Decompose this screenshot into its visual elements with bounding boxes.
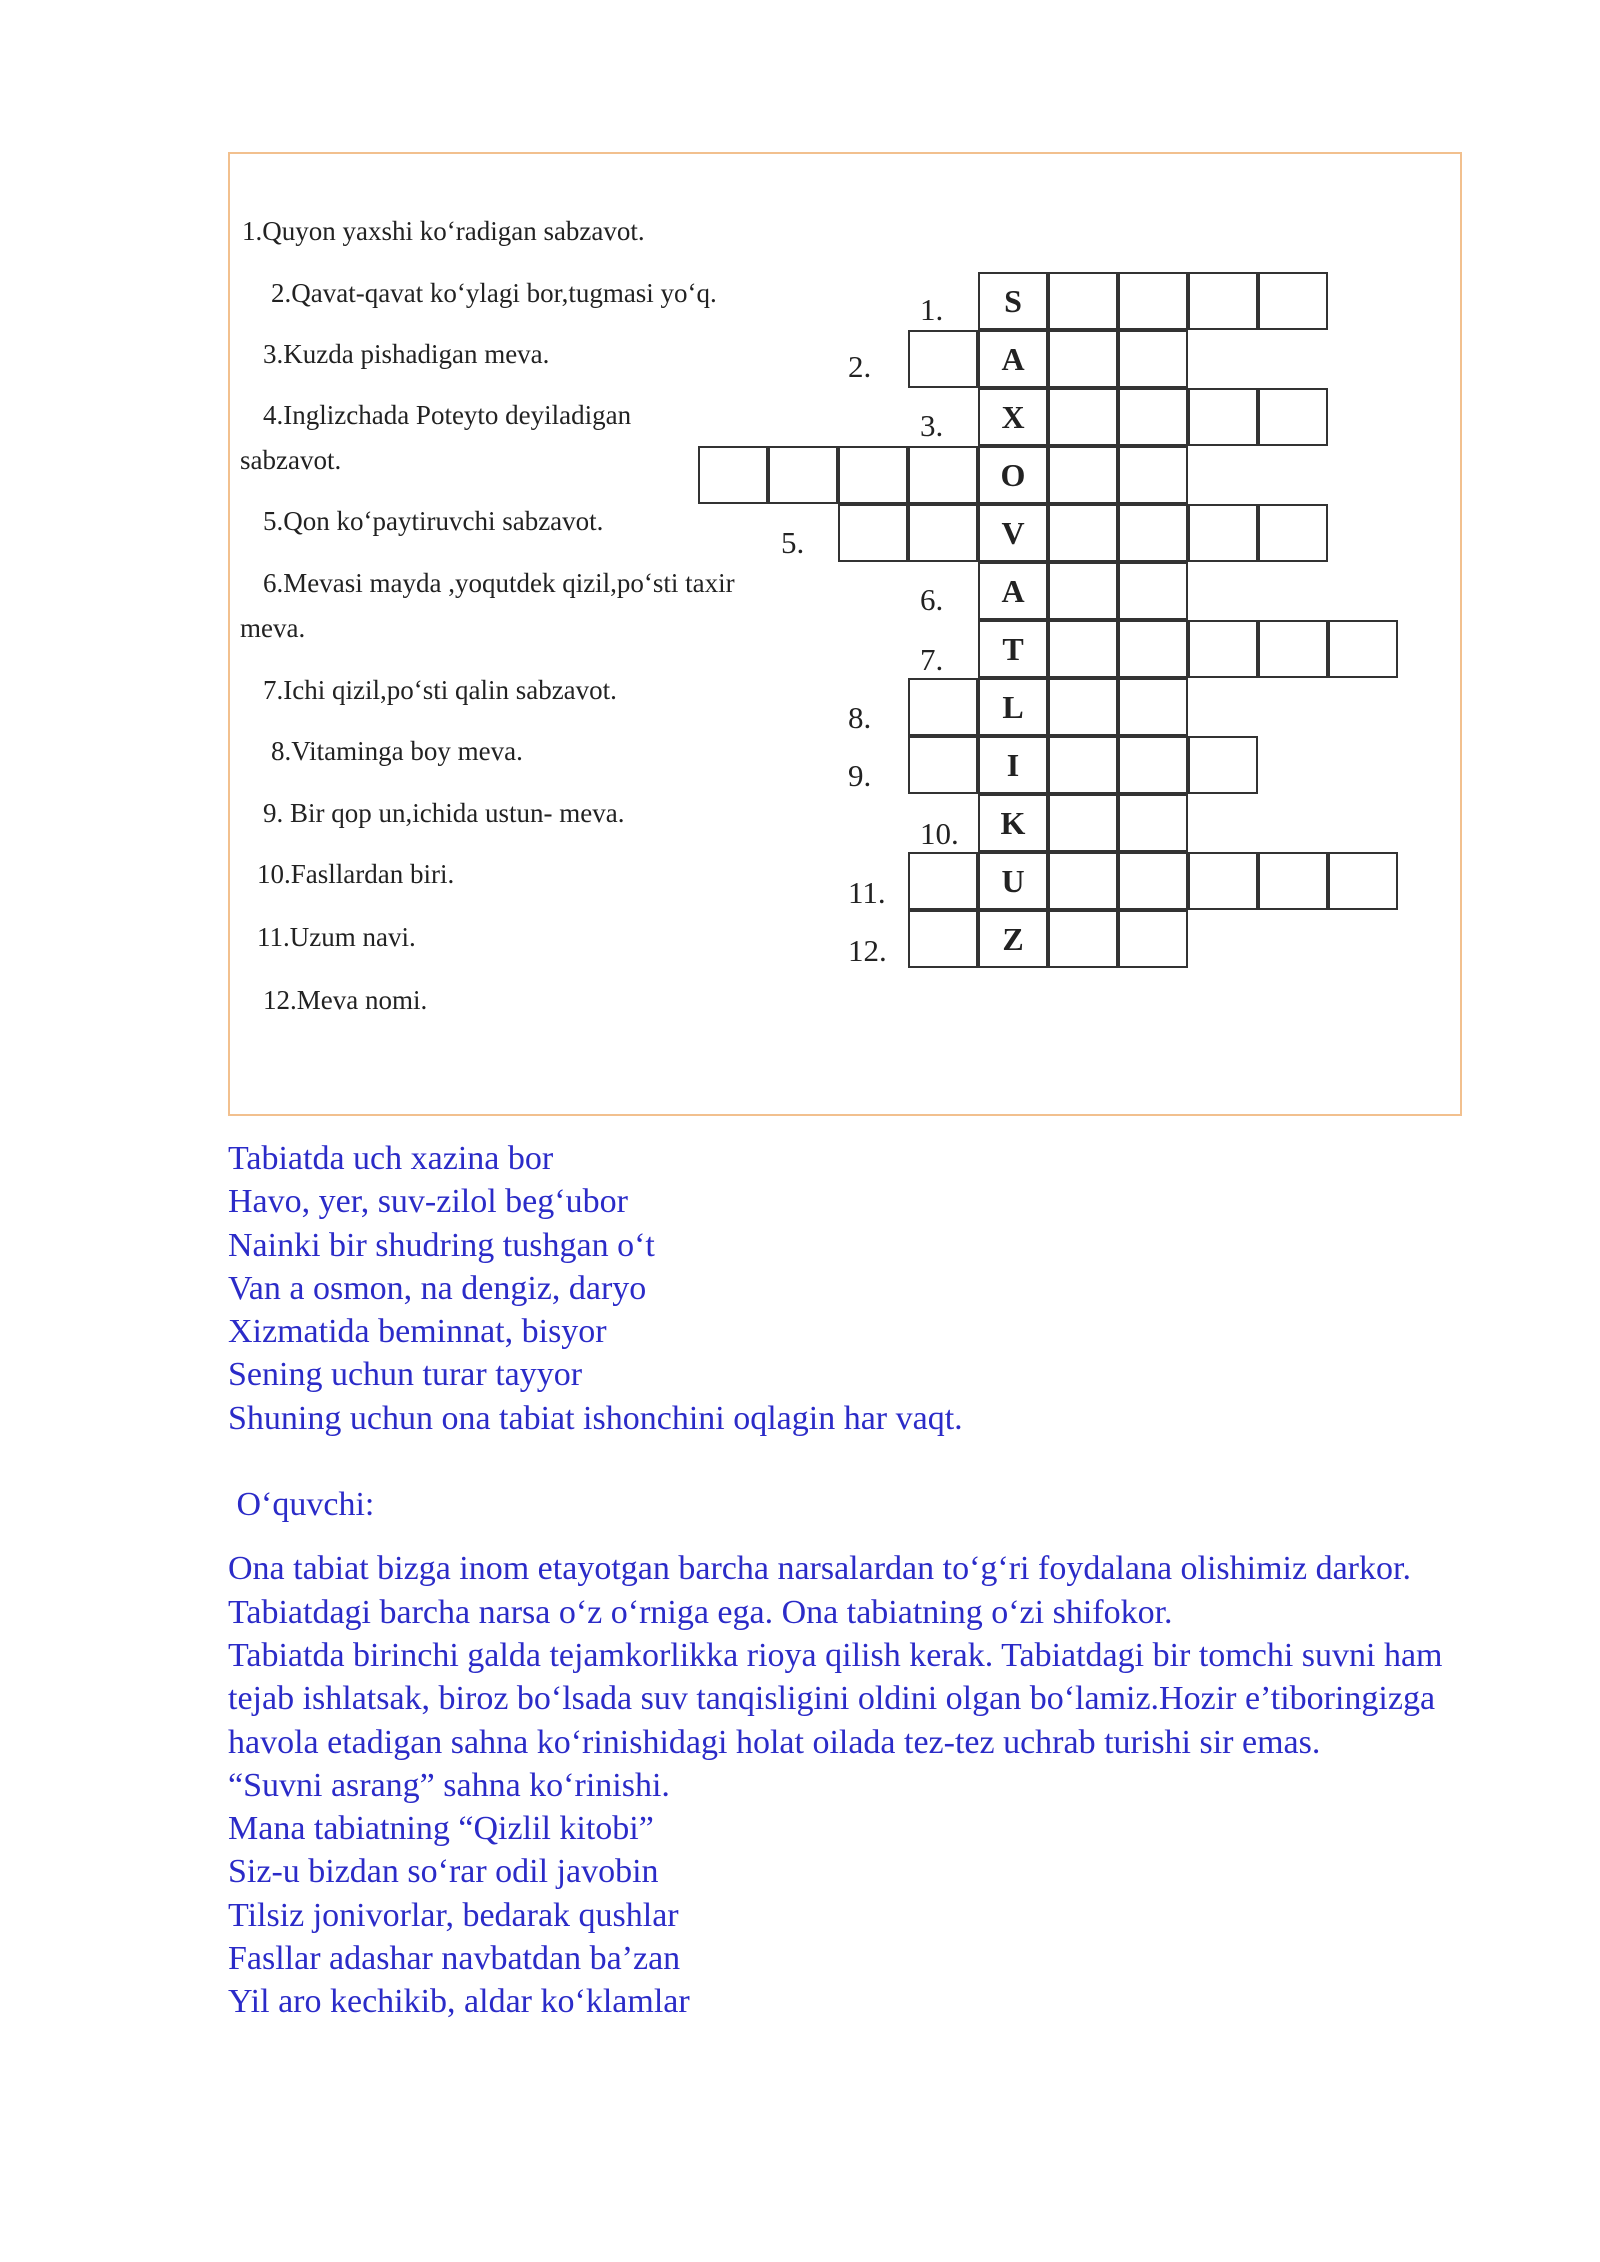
poem-line: Xizmatida beminnat, bisyor bbox=[228, 1313, 607, 1351]
prose-paragraph: “Suvni asrang” sahna koʻrinishi. bbox=[228, 1766, 670, 1804]
poem-line: Tabiatda uch xazina bor bbox=[228, 1140, 554, 1177]
row-number: 3. bbox=[920, 408, 944, 443]
crossword-cell[interactable] bbox=[1118, 794, 1188, 852]
crossword-cell[interactable] bbox=[1118, 504, 1188, 562]
speaker-label: Oʻquvchi: bbox=[228, 1486, 375, 1524]
crossword-cell[interactable] bbox=[1048, 736, 1118, 794]
crossword-cell[interactable] bbox=[1048, 620, 1118, 678]
clue-item: 7.Ichi qizil,poʻsti qalin sabzavot. bbox=[263, 675, 617, 705]
crossword-cell[interactable] bbox=[1118, 852, 1188, 910]
crossword-cell[interactable] bbox=[908, 678, 978, 736]
clue-item: 3.Kuzda pishadigan meva. bbox=[263, 339, 550, 369]
clue-item: 12.Meva nomi. bbox=[263, 985, 428, 1015]
crossword-cell[interactable] bbox=[1048, 330, 1118, 388]
crossword-cell[interactable] bbox=[1118, 736, 1188, 794]
crossword-cell[interactable] bbox=[1048, 272, 1118, 330]
keyword-cell: Z bbox=[978, 910, 1048, 968]
clue-item: 8.Vitaminga boy meva. bbox=[271, 736, 523, 766]
row-number: 6. bbox=[920, 582, 944, 617]
crossword-cell[interactable] bbox=[1188, 620, 1258, 678]
poem-line: Tilsiz jonivorlar, bedarak qushlar bbox=[228, 1896, 679, 1934]
clue-item: 4.Inglizchada Poteyto deyiladigan bbox=[263, 400, 632, 430]
crossword-cell[interactable] bbox=[1048, 562, 1118, 620]
crossword-cell[interactable] bbox=[1118, 678, 1188, 736]
crossword-cell[interactable] bbox=[908, 736, 978, 794]
crossword-cell[interactable] bbox=[1118, 272, 1188, 330]
crossword-cell[interactable] bbox=[1188, 852, 1258, 910]
crossword-cell[interactable] bbox=[1188, 504, 1258, 562]
row-number: 8. bbox=[848, 700, 872, 735]
crossword-cell[interactable] bbox=[768, 446, 838, 504]
clue-item: 9. Bir qop un,ichida ustun- meva. bbox=[263, 798, 625, 828]
crossword-cell[interactable] bbox=[908, 330, 978, 388]
crossword-cell[interactable] bbox=[1118, 446, 1188, 504]
prose-paragraph: Tabiatda birinchi galda tejamkorlikka rioya qilish kerak. Tabiatdagi bir tomchi suvni ham tejab ishlatsak, biroz boʻlsada suv tanqisligini oldini olgan boʻlamiz.Hozir e’tiboringizga havola etadigan sahna koʻrinishidagi holat oilada tez-tez uchrab turishi sir emas. bbox=[228, 1636, 1443, 1761]
crossword-cell[interactable] bbox=[1118, 562, 1188, 620]
crossword-cell[interactable] bbox=[1258, 852, 1328, 910]
poem-line: Mana tabiatning “Qizlil kitobi” bbox=[228, 1810, 654, 1848]
crossword-cell[interactable] bbox=[1188, 736, 1258, 794]
crossword-cell[interactable] bbox=[1118, 388, 1188, 446]
row-number: 9. bbox=[848, 758, 872, 793]
poem-line: Fasllar adashar navbatdan ba’zan bbox=[228, 1940, 681, 1978]
poem-line: Shuning uchun ona tabiat ishonchini oqlagin har vaqt. bbox=[228, 1399, 963, 1437]
clue-item: 10.Fasllardan biri. bbox=[257, 859, 455, 889]
row-number: 5. bbox=[781, 525, 805, 560]
crossword-cell[interactable] bbox=[1048, 852, 1118, 910]
row-number: 10. bbox=[920, 816, 959, 851]
crossword-cell[interactable] bbox=[1328, 852, 1398, 910]
crossword-cell[interactable] bbox=[908, 446, 978, 504]
crossword-cell[interactable] bbox=[1048, 504, 1118, 562]
body-text bbox=[228, 1137, 1468, 2024]
crossword-cell[interactable] bbox=[1258, 272, 1328, 330]
crossword-cell[interactable] bbox=[908, 504, 978, 562]
row-number: 1. bbox=[920, 292, 944, 327]
keyword-cell: S bbox=[978, 272, 1048, 330]
poem-line: Havo, yer, suv-zilol begʻubor bbox=[228, 1183, 628, 1221]
crossword-cell[interactable] bbox=[1118, 910, 1188, 968]
crossword-cell[interactable] bbox=[1188, 388, 1258, 446]
keyword-cell: A bbox=[978, 330, 1048, 388]
crossword-cell[interactable] bbox=[698, 446, 768, 504]
poem-line: Yil aro kechikib, aldar koʻklamlar bbox=[228, 1983, 690, 2021]
row-number: 2. bbox=[848, 349, 872, 384]
crossword-cell[interactable] bbox=[1188, 272, 1258, 330]
row-number: 12. bbox=[848, 933, 887, 968]
prose-paragraph: Tabiatdagi barcha narsa oʻz oʻrniga ega. Ona tabiatning oʻzi shifokor. bbox=[228, 1593, 1173, 1631]
keyword-cell: K bbox=[978, 794, 1048, 852]
clue-item: 5.Qon koʻpaytiruvchi sabzavot. bbox=[263, 506, 604, 536]
crossword-cell[interactable] bbox=[1048, 678, 1118, 736]
crossword-cell[interactable] bbox=[1118, 620, 1188, 678]
crossword-cell[interactable] bbox=[838, 504, 908, 562]
crossword-cell[interactable] bbox=[1048, 910, 1118, 968]
crossword-cell[interactable] bbox=[1048, 794, 1118, 852]
crossword-cell[interactable] bbox=[1048, 388, 1118, 446]
crossword-cell[interactable] bbox=[838, 446, 908, 504]
poem-line: Sening uchun turar tayyor bbox=[228, 1356, 583, 1394]
crossword-cell[interactable] bbox=[908, 910, 978, 968]
crossword-cell[interactable] bbox=[1258, 620, 1328, 678]
crossword-cell[interactable] bbox=[1048, 446, 1118, 504]
keyword-cell: O bbox=[978, 446, 1048, 504]
crossword-cell[interactable] bbox=[1118, 330, 1188, 388]
keyword-cell: L bbox=[978, 678, 1048, 736]
clue-item: 1.Quyon yaxshi koʻradigan sabzavot. bbox=[242, 216, 645, 246]
clue-item: 2.Qavat-qavat koʻylagi bor,tugmasi yoʻq. bbox=[271, 278, 717, 308]
crossword-cell[interactable] bbox=[908, 852, 978, 910]
crossword-figure bbox=[228, 152, 1462, 1116]
poem-line: Van a osmon, na dengiz, daryo bbox=[228, 1269, 647, 1307]
clue-item: 6.Mevasi mayda ,yoqutdek qizil,poʻsti taxir bbox=[263, 568, 735, 598]
keyword-cell: I bbox=[978, 736, 1048, 794]
poem-line: Nainki bir shudring tushgan oʻt bbox=[228, 1226, 655, 1264]
clue-item: 11.Uzum navi. bbox=[257, 922, 416, 952]
keyword-cell: X bbox=[978, 388, 1048, 446]
row-number: 7. bbox=[920, 642, 944, 677]
clue-item: meva. bbox=[240, 613, 306, 643]
prose-paragraph: Ona tabiat bizga inom etayotgan barcha narsalardan toʻgʻri foydalana olishimiz darkor. bbox=[228, 1550, 1411, 1588]
crossword-cell[interactable] bbox=[1328, 620, 1398, 678]
row-number: 11. bbox=[848, 875, 886, 910]
keyword-cell: A bbox=[978, 562, 1048, 620]
keyword-cell: T bbox=[978, 620, 1048, 678]
poem-line: Siz-u bizdan soʻrar odil javobin bbox=[228, 1853, 659, 1891]
clue-item: sabzavot. bbox=[240, 445, 342, 475]
keyword-cell: U bbox=[978, 852, 1048, 910]
keyword-cell: V bbox=[978, 504, 1048, 562]
crossword-cell[interactable] bbox=[1258, 388, 1328, 446]
crossword-cell[interactable] bbox=[1258, 504, 1328, 562]
